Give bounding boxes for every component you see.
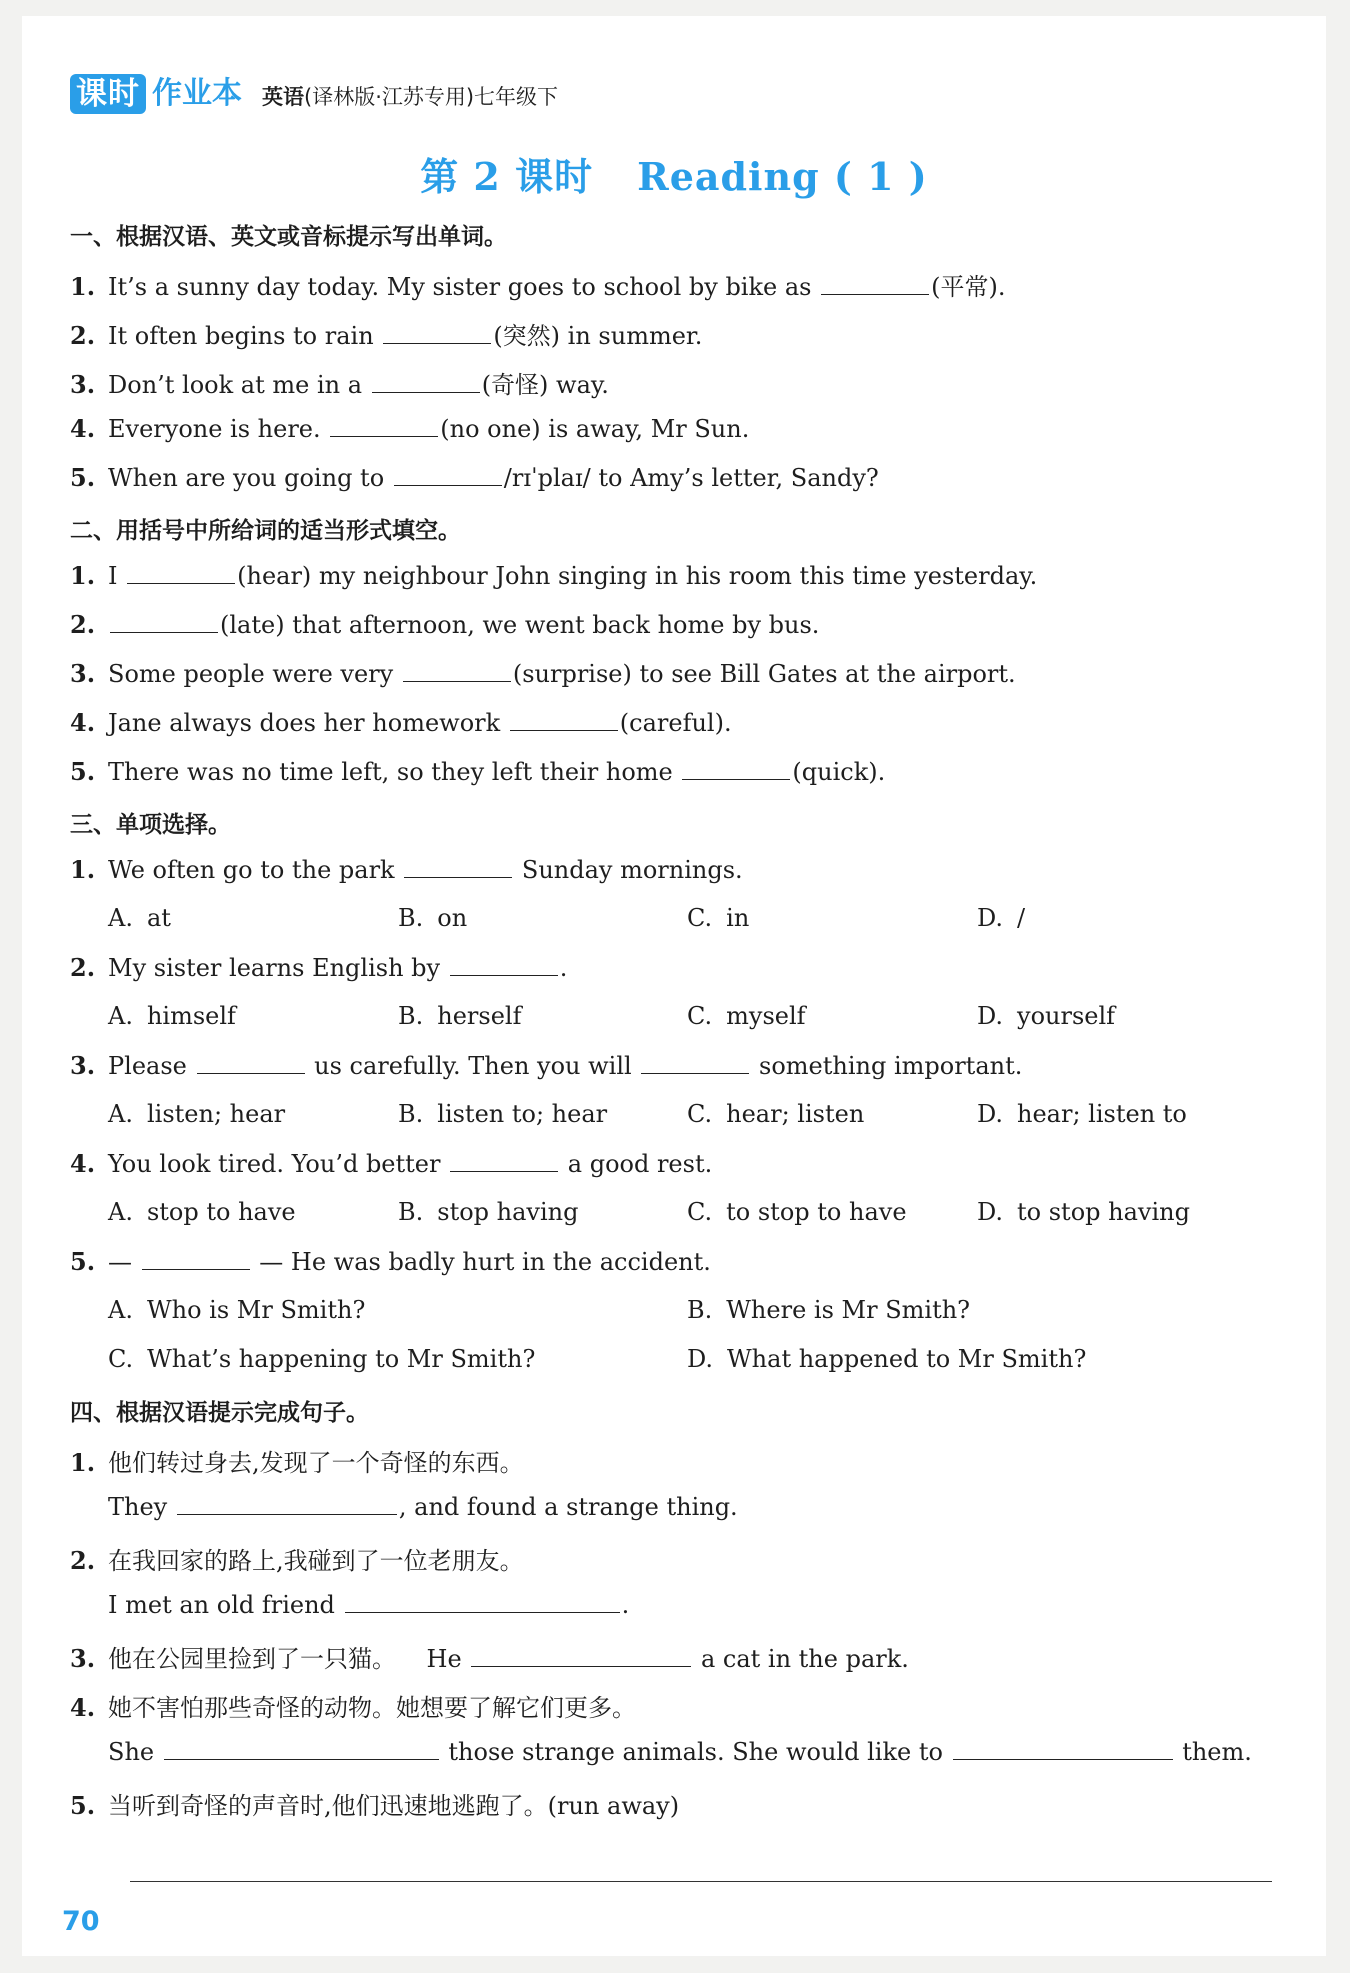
- option-b[interactable]: B. on: [398, 904, 468, 932]
- logo-book-name: 作业本: [152, 76, 242, 111]
- s1-question-2: 2. It often begins to rain (突然) in summer.: [70, 321, 703, 350]
- section-4-heading: 四、根据汉语提示完成句子。: [70, 1400, 369, 1426]
- s1-question-3: 3. Don’t look at me in a (奇怪) way.: [70, 370, 609, 399]
- answer-writing-line[interactable]: [130, 1881, 1272, 1882]
- s3-question-1: 1. We often go to the park Sunday mornings.: [70, 855, 743, 884]
- book-logo: [70, 74, 242, 114]
- answer-blank[interactable]: [450, 953, 558, 976]
- s2-question-3: 3. Some people were very (surprise) to see Bill Gates at the airport.: [70, 659, 1016, 688]
- s3-question-5: 5. — — He was badly hurt in the accident.: [70, 1247, 711, 1276]
- answer-blank[interactable]: [142, 1247, 250, 1270]
- answer-blank[interactable]: [330, 414, 438, 437]
- option-a[interactable]: A. listen; hear: [108, 1100, 286, 1128]
- s3-question-4: 4. You look tired. You’d better a good rest.: [70, 1149, 713, 1178]
- option-d[interactable]: D. /: [977, 904, 1026, 932]
- worksheet-page: [22, 16, 1326, 1956]
- option-b[interactable]: B. Where is Mr Smith?: [687, 1296, 971, 1324]
- s4-question-4-prompt: 4. 她不害怕那些奇怪的动物。她想要了解它们更多。: [70, 1693, 636, 1722]
- answer-blank[interactable]: [372, 370, 480, 393]
- subject-label: 英语(译林版·江苏专用)七年级下: [262, 85, 559, 109]
- option-d[interactable]: D. to stop having: [977, 1198, 1190, 1226]
- s4-question-5-prompt: 5. 当听到奇怪的声音时,他们迅速地逃跑了。(run away): [70, 1791, 680, 1820]
- section-1-heading: 一、根据汉语、英文或音标提示写出单词。: [70, 224, 507, 250]
- answer-blank[interactable]: [682, 757, 790, 780]
- answer-blank[interactable]: [383, 321, 491, 344]
- answer-blank[interactable]: [450, 1149, 558, 1172]
- answer-blank[interactable]: [127, 561, 235, 584]
- s4-question-4-sentence: She those strange animals. She would like to them.: [108, 1738, 1252, 1766]
- logo-badge: 课时: [70, 74, 146, 114]
- option-c[interactable]: C. to stop to have: [687, 1198, 907, 1226]
- answer-blank[interactable]: [404, 855, 512, 878]
- page-header: [70, 74, 558, 114]
- lesson-title: 第 2 课时 Reading ( 1 ): [420, 154, 928, 199]
- answer-blank[interactable]: [345, 1590, 620, 1613]
- s2-question-5: 5. There was no time left, so they left their home (quick).: [70, 757, 886, 786]
- s4-question-1-prompt: 1. 他们转过身去,发现了一个奇怪的东西。: [70, 1448, 524, 1477]
- option-a[interactable]: A. Who is Mr Smith?: [108, 1296, 366, 1324]
- option-c[interactable]: C. What’s happening to Mr Smith?: [108, 1345, 536, 1373]
- answer-blank[interactable]: [821, 272, 929, 295]
- s4-question-2-sentence: I met an old friend .: [108, 1591, 630, 1619]
- option-c[interactable]: C. myself: [687, 1002, 806, 1030]
- answer-blank[interactable]: [394, 463, 502, 486]
- s1-question-4: 4. Everyone is here. (no one) is away, Mr Sun.: [70, 414, 750, 443]
- answer-blank[interactable]: [177, 1492, 397, 1515]
- answer-blank[interactable]: [510, 708, 618, 731]
- s2-question-4: 4. Jane always does her homework (careful).: [70, 708, 732, 737]
- s3-question-2: 2. My sister learns English by .: [70, 953, 568, 982]
- option-a[interactable]: A. at: [108, 904, 171, 932]
- section-2-heading: 二、用括号中所给词的适当形式填空。: [70, 518, 461, 544]
- answer-blank[interactable]: [197, 1051, 305, 1074]
- option-b[interactable]: B. listen to; hear: [398, 1100, 608, 1128]
- s1-question-1: 1. It’s a sunny day today. My sister goes to school by bike as (平常).: [70, 272, 1006, 301]
- option-b[interactable]: B. stop having: [398, 1198, 579, 1226]
- option-d[interactable]: D. yourself: [977, 1002, 1116, 1030]
- s4-question-1-sentence: They , and found a strange thing.: [108, 1493, 738, 1521]
- option-a[interactable]: A. stop to have: [108, 1198, 296, 1226]
- option-b[interactable]: B. herself: [398, 1002, 522, 1030]
- page-number: 70: [62, 1906, 100, 1937]
- option-d[interactable]: D. hear; listen to: [977, 1100, 1187, 1128]
- s2-question-2: 2. (late) that afternoon, we went back home by bus.: [70, 610, 820, 639]
- answer-blank[interactable]: [164, 1737, 439, 1760]
- s1-question-5: 5. When are you going to /rɪˈplaɪ/ to Amy’s letter, Sandy?: [70, 463, 879, 492]
- option-c[interactable]: C. in: [687, 904, 750, 932]
- option-c[interactable]: C. hear; listen: [687, 1100, 865, 1128]
- answer-blank[interactable]: [110, 610, 218, 633]
- section-3-heading: 三、单项选择。: [70, 812, 231, 838]
- answer-blank[interactable]: [641, 1051, 749, 1074]
- answer-blank[interactable]: [953, 1737, 1173, 1760]
- s4-question-3: 3. 他在公园里捡到了一只猫。 He a cat in the park.: [70, 1644, 909, 1673]
- answer-blank[interactable]: [471, 1644, 691, 1667]
- answer-blank[interactable]: [403, 659, 511, 682]
- option-d[interactable]: D. What happened to Mr Smith?: [687, 1345, 1087, 1373]
- option-a[interactable]: A. himself: [108, 1002, 236, 1030]
- s3-question-3: 3. Please us carefully. Then you will something important.: [70, 1051, 1023, 1080]
- s4-question-2-prompt: 2. 在我回家的路上,我碰到了一位老朋友。: [70, 1546, 524, 1575]
- s2-question-1: 1. I (hear) my neighbour John singing in his room this time yesterday.: [70, 561, 1038, 590]
